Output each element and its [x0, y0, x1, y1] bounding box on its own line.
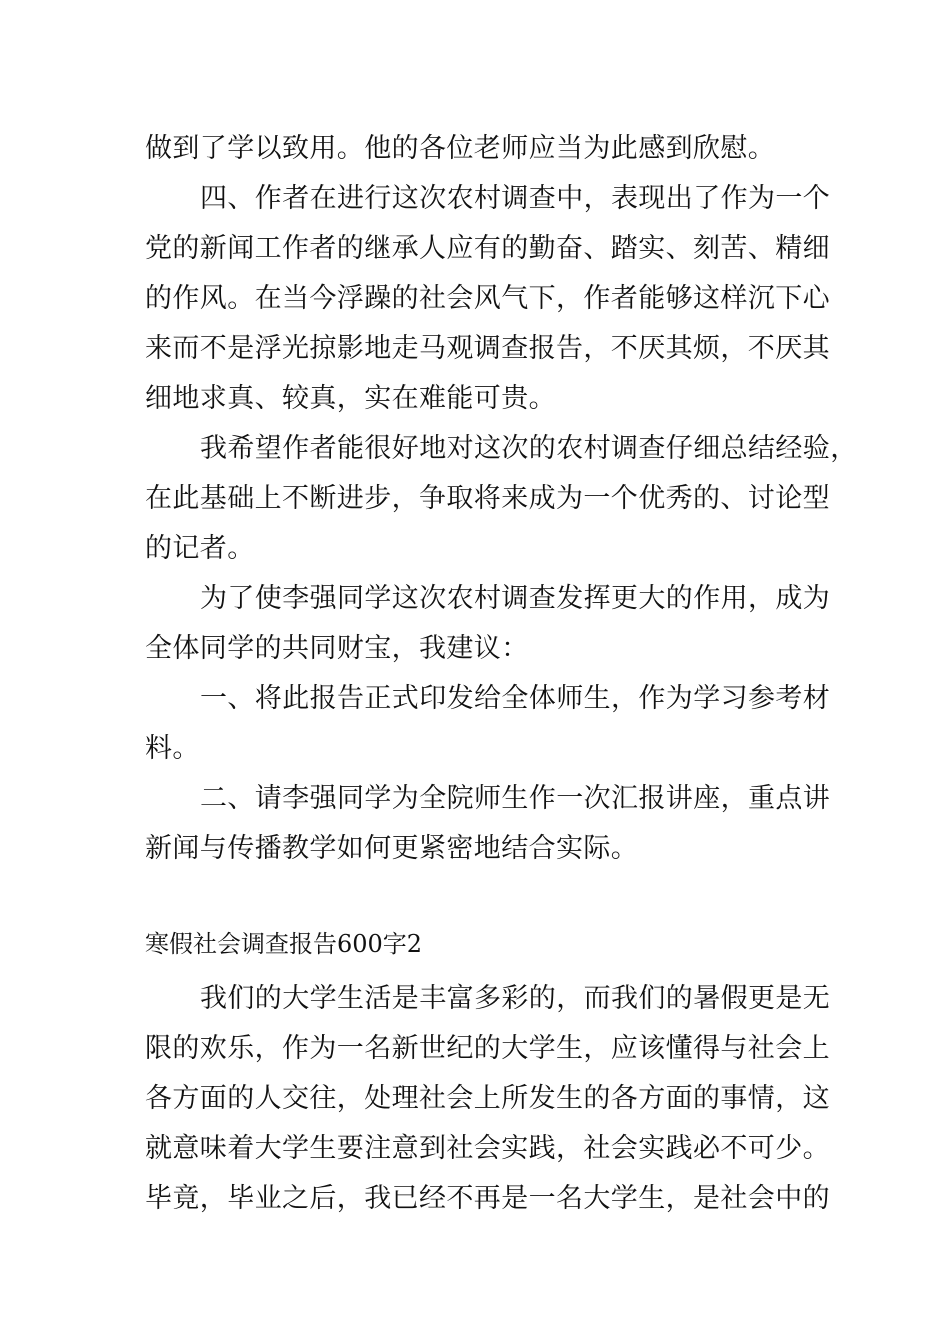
- text-line: 做到了学以致用。他的各位老师应当为此感到欣慰。: [145, 133, 776, 164]
- text-line: 我希望作者能很好地对这次的农村调查仔细总结经验，: [200, 433, 858, 464]
- text-line: 的记者。: [145, 533, 255, 564]
- text-line: 全体同学的共同财宝，我建议：: [145, 633, 529, 664]
- text-line: 限的欢乐，作为一名新世纪的大学生，应该懂得与社会上: [145, 1033, 830, 1064]
- text-line: 四、作者在进行这次农村调查中，表现出了作为一个: [200, 183, 831, 214]
- section-title: 寒假社会调查报告600字2: [145, 930, 423, 958]
- text-line: 二、请李强同学为全院师生作一次汇报讲座，重点讲: [200, 783, 831, 814]
- text-line: 一、将此报告正式印发给全体师生，作为学习参考材: [200, 683, 831, 714]
- text-line: 新闻与传播教学如何更紧密地结合实际。: [145, 833, 639, 864]
- text-line: 我们的大学生活是丰富多彩的，而我们的暑假更是无: [200, 983, 831, 1014]
- text-line: 为了使李强同学这次农村调查发挥更大的作用，成为: [200, 583, 831, 614]
- text-line: 来而不是浮光掠影地走马观调查报告，不厌其烦，不厌其: [145, 333, 830, 364]
- text-line: 的作风。在当今浮躁的社会风气下，作者能够这样沉下心: [145, 283, 830, 314]
- text-line: 党的新闻工作者的继承人应有的勤奋、踏实、刻苦、精细: [145, 233, 830, 264]
- text-line: 就意味着大学生要注意到社会实践，社会实践必不可少。: [145, 1133, 830, 1164]
- text-line: 在此基础上不断进步，争取将来成为一个优秀的、讨论型: [145, 483, 830, 514]
- text-line: 料。: [145, 733, 200, 764]
- text-line: 细地求真、较真，实在难能可贵。: [145, 383, 556, 414]
- text-line: 毕竟，毕业之后，我已经不再是一名大学生，是社会中的: [145, 1183, 830, 1214]
- text-line: 各方面的人交往，处理社会上所发生的各方面的事情，这: [145, 1083, 830, 1114]
